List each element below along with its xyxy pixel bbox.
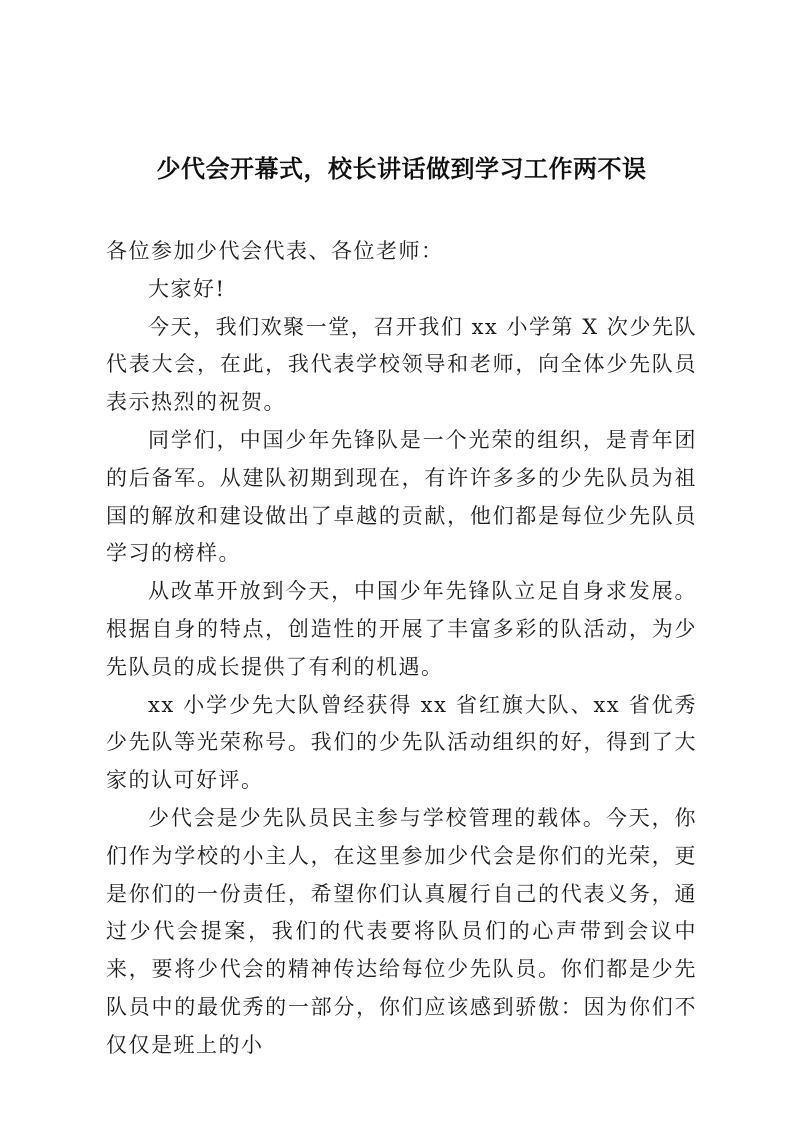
document-title: 少代会开幕式，校长讲话做到学习工作两不误 bbox=[156, 155, 647, 183]
paragraph-body: 从改革开放到今天，中国少年先锋队立足自身求发展。根据自身的特点，创造性的开展了丰富多彩的队活动，为少先队员的成长提供了有利的机遇。 bbox=[106, 579, 697, 679]
paragraph-body: 同学们，中国少年先锋队是一个光荣的组织，是青年团的后备军。从建队初期到现在，有许许多多的少先队员为祖国的解放和建设做出了卓越的贡献，他们都是每位少先队员学习的榜样。 bbox=[106, 427, 697, 566]
paragraph-body: xx 小学少先大队曾经获得 xx 省红旗大队、xx 省优秀少先队等光荣称号。我们的少先队活动组织的好，得到了大家的认可好评。 bbox=[106, 692, 697, 793]
paragraph-greeting: 大家好! bbox=[148, 276, 226, 301]
document-body bbox=[106, 233, 697, 1065]
paragraph-body: 少代会是少先队员民主参与学校管理的载体。今天，你们作为学校的小主人，在这里参加少代会是你们的光荣，更是你们的一份责任，希望你们认真履行自己的代表义务，通过少代会提案，我们的代表要将队员们的心声带到会议中来，要将少代会的精神传达给每位少先队员。你们都是少先队员中的最优秀的一部分，你们应该感到骄傲：因为你们不仅仅是班上的小 bbox=[106, 805, 697, 1057]
paragraph-body: 今天，我们欢聚一堂，召开我们 xx 小学第 X 次少先队代表大会，在此，我代表学校领导和老师，向全体少先队员表示热烈的祝贺。 bbox=[106, 314, 697, 415]
paragraph-salutation: 各位参加少代会代表、各位老师： bbox=[106, 239, 444, 263]
